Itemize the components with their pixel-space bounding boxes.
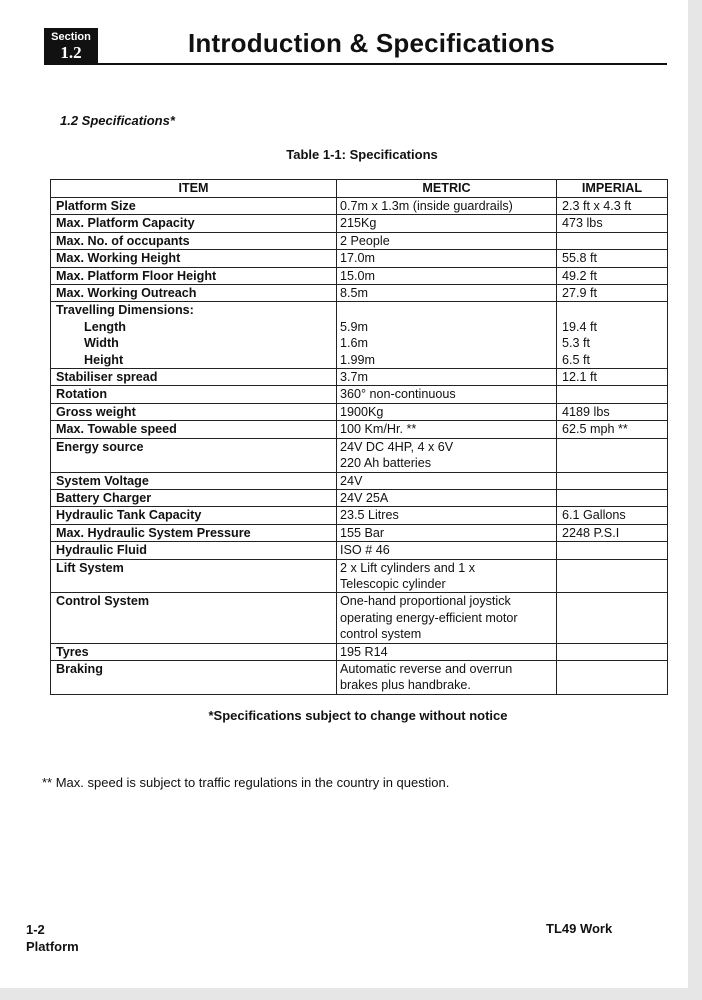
metric-cell: 2 People [337,232,557,249]
cell-spacer [340,302,551,318]
imperial-cell [557,472,668,489]
page-number: 1-2 [26,922,45,937]
imperial-cell: 2248 P.S.I [557,524,668,541]
imperial-cell: 55.8 ft [557,250,668,267]
item-cell: Max. No. of occupants [51,232,337,249]
imperial-cell [557,489,668,506]
imperial-cell [557,643,668,660]
metric-cell: 24V [337,472,557,489]
metric-cell: 24V 25A [337,489,557,506]
header-divider [44,63,667,65]
table-row [51,215,668,232]
imperial-cell: 12.1 ft [557,369,668,386]
metric-cell: 17.0m [337,250,557,267]
imperial-cell [557,660,668,694]
metric-cell: 15.0m [337,267,557,284]
item-cell: Control System [51,593,337,643]
table-row [51,403,668,420]
metric-cell [337,559,557,593]
item-cell: System Voltage [51,472,337,489]
imperial-cell: 49.2 ft [557,267,668,284]
imperial-cell: 2.3 ft x 4.3 ft [557,198,668,215]
section-number: 1.2 [60,43,82,62]
section-badge [44,28,98,64]
metric-sub-value: 5.9m [340,319,368,334]
table-row [51,489,668,506]
item-cell: Max. Working Height [51,250,337,267]
metric-cell: 155 Bar [337,524,557,541]
metric-cell: 1900Kg [337,403,557,420]
column-header-metric: METRIC [337,180,557,198]
item-cell: Rotation [51,386,337,403]
metric-cell: 0.7m x 1.3m (inside guardrails) [337,198,557,215]
cell-line: 2 x Lift cylinders and 1 x [340,560,476,575]
metric-cell [337,660,557,694]
imperial-cell: 27.9 ft [557,285,668,302]
table-row [51,250,668,267]
section-label: Section [51,31,91,43]
metric-sub-value: 1.6m [340,336,368,351]
item-sub-label: Height [84,352,124,367]
table-row [51,369,668,386]
cell-spacer [562,302,662,318]
metric-cell: 100 Km/Hr. ** [337,421,557,438]
metric-cell: 360° non-continuous [337,386,557,403]
cell-line: brakes plus handbrake. [340,678,471,693]
item-cell: Platform Size [51,198,337,215]
imperial-cell [557,386,668,403]
cell-line: One-hand proportional joystick [340,594,511,609]
column-header-item: ITEM [51,180,337,198]
subsection-heading: 1.2 Specifications* [60,113,175,128]
table-row [51,302,668,369]
imperial-cell [557,438,668,472]
table-row [51,559,668,593]
cell-line: Automatic reverse and overrun [340,661,513,676]
metric-cell [337,438,557,472]
metric-cell [337,302,557,369]
cell-line: operating energy-efficient motor [340,610,518,625]
item-sub-label: Width [84,336,119,351]
imperial-cell [557,232,668,249]
item-cell: Max. Platform Floor Height [51,267,337,284]
item-cell: Braking [51,660,337,694]
table-row [51,542,668,559]
metric-cell: 195 R14 [337,643,557,660]
specifications-disclaimer: *Specifications subject to change without notice [208,708,508,723]
metric-cell [337,593,557,643]
item-cell: Max. Hydraulic System Pressure [51,524,337,541]
imperial-cell: 4189 lbs [557,403,668,420]
imperial-cell: 6.1 Gallons [557,507,668,524]
metric-cell: ISO # 46 [337,542,557,559]
table-row [51,524,668,541]
item-cell: Hydraulic Fluid [51,542,337,559]
item-cell: Gross weight [51,403,337,420]
item-cell: Max. Towable speed [51,421,337,438]
table-row [51,198,668,215]
metric-cell: 23.5 Litres [337,507,557,524]
cell-line: 24V DC 4HP, 4 x 6V [340,439,454,454]
imperial-sub-value: 6.5 ft [562,352,591,367]
cell-line: Telescopic cylinder [340,576,446,591]
item-cell: Max. Working Outreach [51,285,337,302]
model-name: TL49 Work [546,921,613,936]
imperial-cell [557,302,668,369]
item-cell: Max. Platform Capacity [51,215,337,232]
imperial-cell [557,559,668,593]
metric-cell: 3.7m [337,369,557,386]
cell-line: 220 Ah batteries [340,456,432,471]
table-row [51,386,668,403]
table-header-row [51,180,668,198]
section-name: Platform [26,939,79,954]
metric-cell: 215Kg [337,215,557,232]
imperial-cell: 62.5 mph ** [557,421,668,438]
specifications-table [50,179,668,695]
imperial-cell [557,542,668,559]
column-header-imperial: IMPERIAL [557,180,668,198]
item-cell: Lift System [51,559,337,593]
table-row [51,643,668,660]
item-sub-label: Length [84,319,126,334]
table-row [51,285,668,302]
item-cell: Stabiliser spread [51,369,337,386]
imperial-sub-value: 19.4 ft [562,319,598,334]
table-row [51,660,668,694]
metric-cell: 8.5m [337,285,557,302]
item-cell: Battery Charger [51,489,337,506]
page-title: Introduction & Specifications [188,28,555,58]
table-row [51,232,668,249]
imperial-sub-value: 5.3 ft [562,336,591,351]
item-cell: Energy source [51,438,337,472]
table-row [51,507,668,524]
table-row [51,267,668,284]
item-cell [51,302,337,369]
table-title: Table 1-1: Specifications [286,147,438,162]
item-label: Travelling Dimensions: [56,303,194,318]
item-cell: Tyres [51,643,337,660]
imperial-cell: 473 lbs [557,215,668,232]
imperial-cell [557,593,668,643]
table-row [51,593,668,643]
cell-line: control system [340,627,422,642]
table-row [51,472,668,489]
page-footer-left [26,921,79,955]
item-cell: Hydraulic Tank Capacity [51,507,337,524]
table-row [51,438,668,472]
metric-sub-value: 1.99m [340,352,376,367]
table-row [51,421,668,438]
speed-footnote: ** Max. speed is subject to traffic regulations in the country in question. [42,775,450,790]
